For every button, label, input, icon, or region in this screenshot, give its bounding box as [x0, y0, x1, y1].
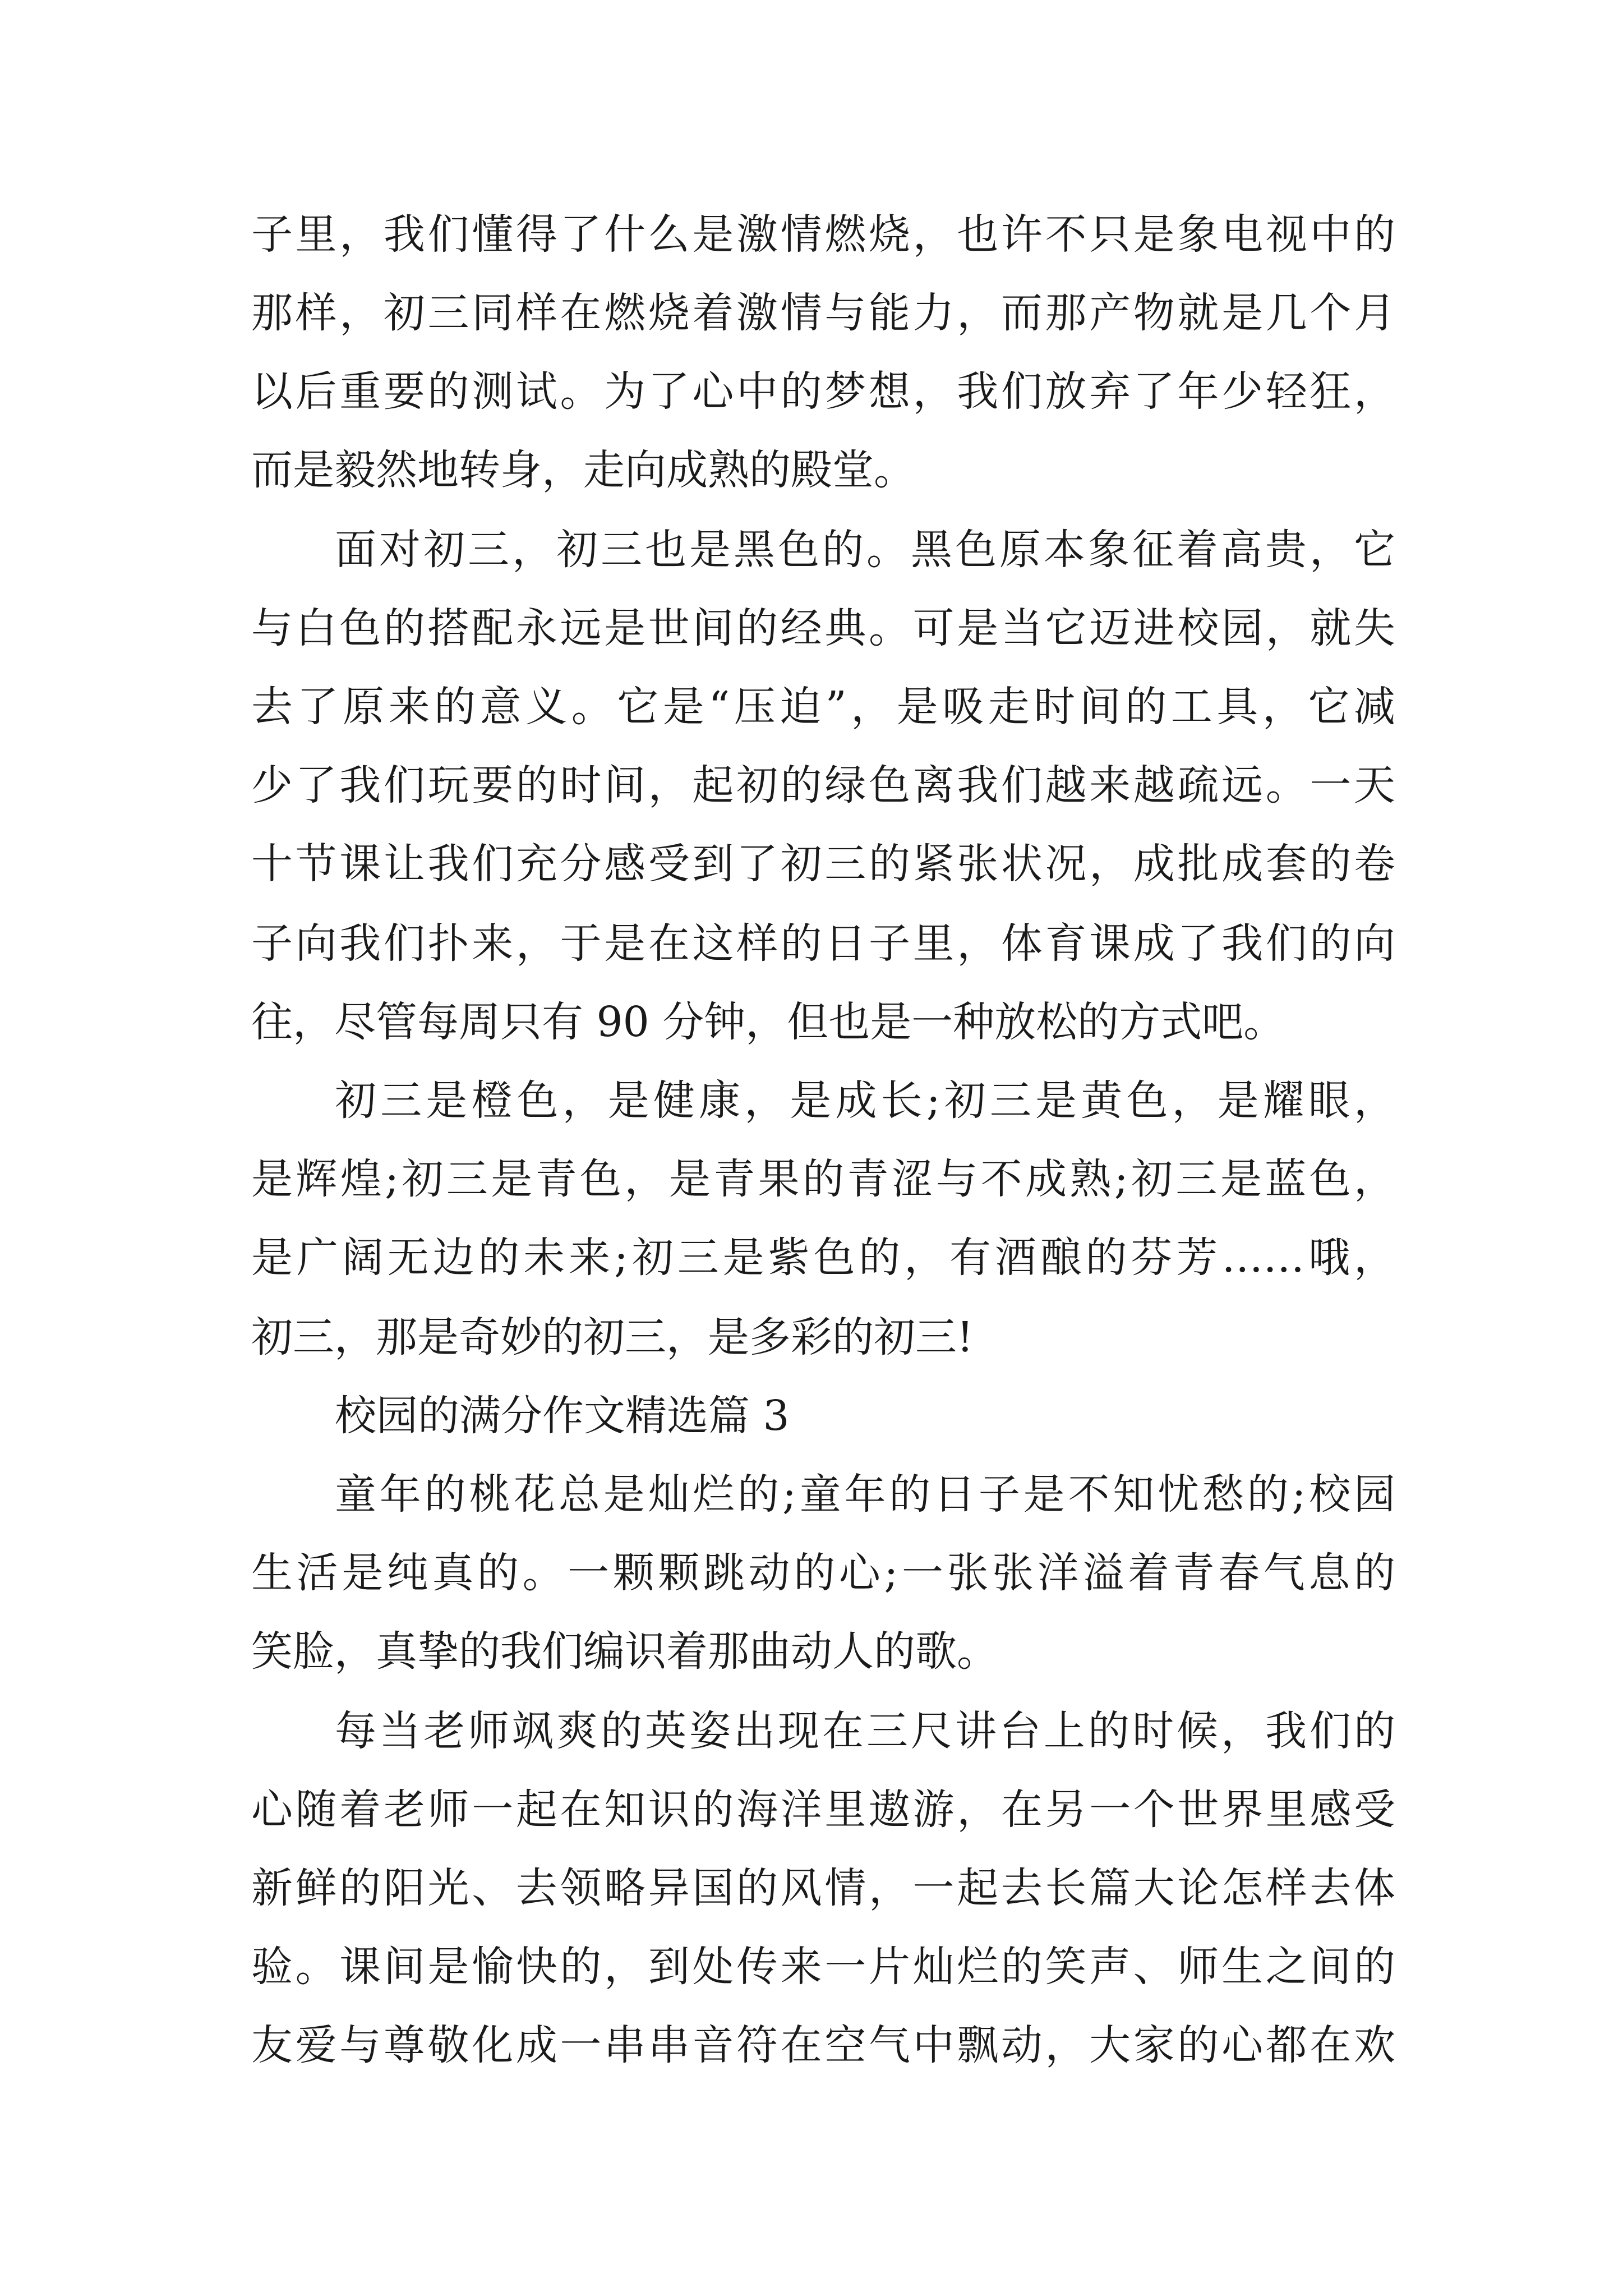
text-line: 与白色的搭配永远是世间的经典。可是当它迈进校园，就失	[251, 604, 1395, 652]
paragraph-first-line: 面对初三，初三也是黑色的。黑色原本象征着高贵，它	[335, 526, 1395, 574]
paragraph-first-line: 初三是橙色，是健康，是成长;初三是黄色，是耀眼，	[335, 1076, 1395, 1125]
text-line: 笑脸，真挚的我们编识着那曲动人的歌。	[251, 1627, 998, 1676]
section-heading: 校园的满分作文精选篇 3	[335, 1392, 790, 1440]
paragraph-first-line: 每当老师飒爽的英姿出现在三尺讲台上的时候，我们的	[335, 1707, 1395, 1755]
text-line: 子里，我们懂得了什么是激情燃烧，也许不只是象电视中的	[251, 210, 1395, 259]
text-line: 以后重要的测试。为了心中的梦想，我们放弃了年少轻狂，	[251, 367, 1395, 416]
text-line: 往，尽管每周只有 90 分钟，但也是一种放松的方式吧。	[251, 998, 1285, 1046]
text-line: 那样，初三同样在燃烧着激情与能力，而那产物就是几个月	[251, 289, 1395, 337]
text-line: 验。课间是愉快的，到处传来一片灿烂的笑声、师生之间的	[251, 1943, 1395, 1991]
text-line: 子向我们扑来，于是在这样的日子里，体育课成了我们的向	[251, 919, 1395, 968]
text-line: 新鲜的阳光、去领略异国的风情，一起去长篇大论怎样去体	[251, 1864, 1395, 1912]
text-line: 少了我们玩要的时间，起初的绿色离我们越来越疏远。一天	[251, 761, 1395, 809]
text-line: 而是毅然地转身，走向成熟的殿堂。	[251, 446, 915, 494]
text-line: 友爱与尊敬化成一串串音符在空气中飘动，大家的心都在欢	[251, 2021, 1395, 2069]
text-line: 是广阔无边的未来;初三是紫色的，有酒酿的芬芳……哦，	[251, 1234, 1395, 1282]
text-line: 初三，那是奇妙的初三，是多彩的初三!	[251, 1313, 974, 1361]
text-line: 心随着老师一起在知识的海洋里遨游，在另一个世界里感受	[251, 1786, 1395, 1834]
text-line: 生活是纯真的。一颗颗跳动的心;一张张洋溢着青春气息的	[251, 1549, 1395, 1597]
text-line: 是辉煌;初三是青色，是青果的青涩与不成熟;初三是蓝色，	[251, 1155, 1395, 1203]
text-line: 十节课让我们充分感受到了初三的紧张状况，成批成套的卷	[251, 840, 1395, 888]
text-line: 去了原来的意义。它是“压迫”，是吸走时间的工具，它减	[251, 683, 1395, 731]
paragraph-first-line: 童年的桃花总是灿烂的;童年的日子是不知忧愁的;校园	[335, 1470, 1395, 1519]
